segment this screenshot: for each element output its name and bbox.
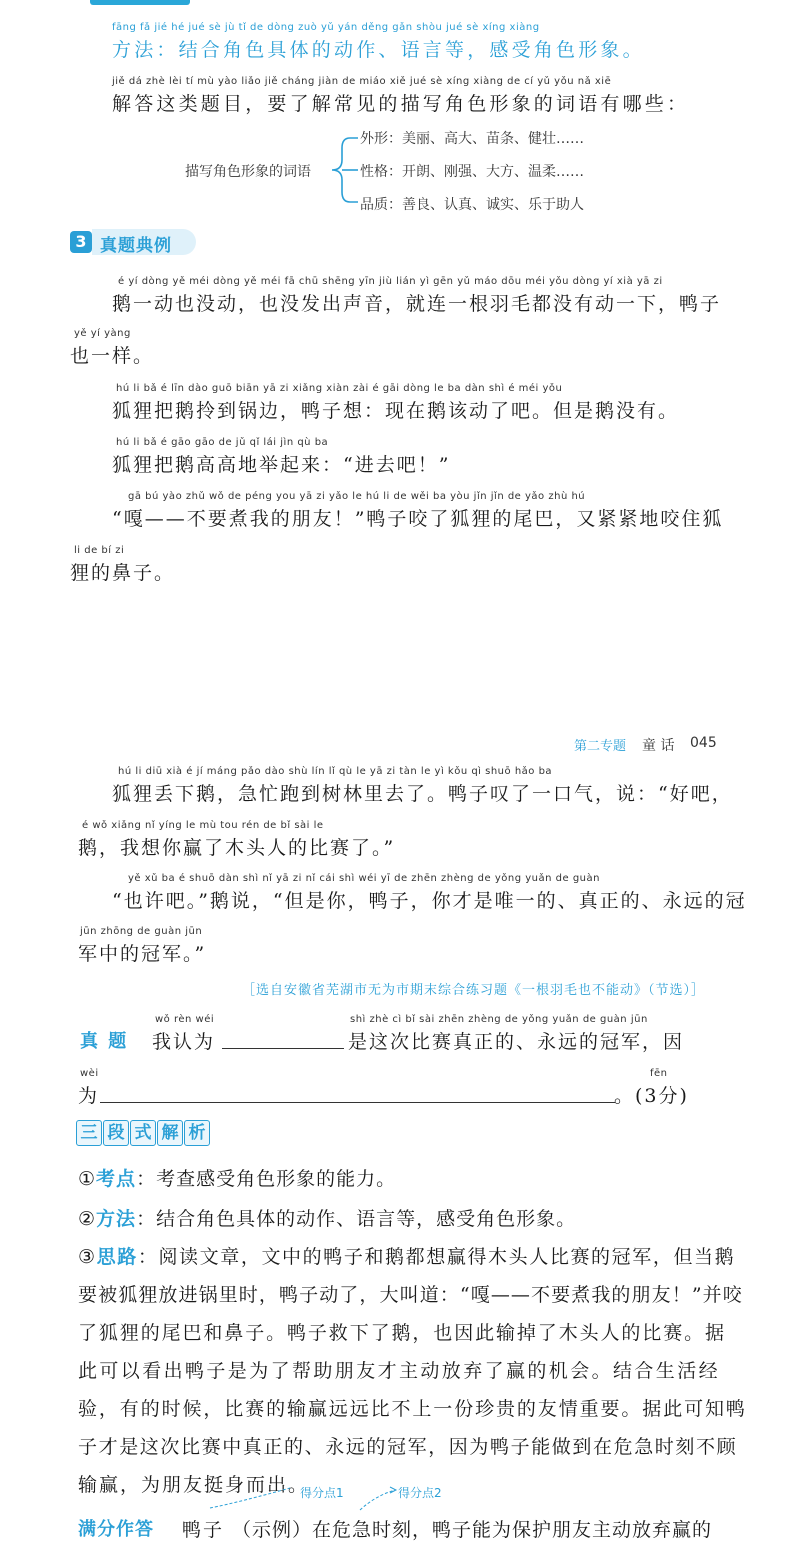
story1-line-5: “嘎——不要煮我的朋友！”鸭子咬了狐狸的尾巴，又紧紧地咬住狐: [112, 508, 724, 530]
full-answer-label: 满分作答: [78, 1519, 154, 1540]
question-pinyin-4: fēn: [650, 1068, 668, 1079]
point3-number: ③: [78, 1246, 97, 1268]
question-part-3: 为: [78, 1085, 100, 1107]
point2-number: ②: [78, 1208, 97, 1230]
question-part-1: 我认为: [152, 1031, 216, 1053]
score-point-1: 得分点1: [300, 1486, 344, 1500]
point2-label: 方法: [96, 1208, 137, 1230]
story1-pinyin-5: gā bú yào zhǔ wǒ de péng you yā zi yǎo le hú li de wěi ba yòu jǐn jǐn de yǎo zhù hú: [128, 491, 586, 502]
question-label: 真 题: [80, 1031, 129, 1052]
answer-blank-1[interactable]: [222, 1048, 344, 1049]
answer-text: 解答这类题目，要了解常见的描写角色形象的词语有哪些：: [112, 93, 690, 115]
story1-line-1: 鹅一动也没动，也没发出声音，就连一根羽毛都没有动一下，鸭子: [112, 293, 722, 315]
analysis-point-2: [78, 1204, 576, 1231]
story2-line-4: 军中的冠军。”: [78, 943, 207, 965]
analysis-point-1: [78, 1164, 396, 1191]
story2-line-3: “也许吧。”鹅说，“但是你，鸭子，你才是唯一的、真正的、永远的冠: [112, 890, 747, 912]
story1-line-6: 狸的鼻子。: [70, 562, 176, 584]
question-pinyin-1: wǒ rèn wéi: [155, 1014, 215, 1025]
top-accent-bar: [90, 0, 190, 5]
story1-pinyin-1: é yí dòng yě méi dòng yě méi fā chū shēng yīn jiù lián yì gēn yǔ máo dōu méi yǒu dòng yí xià yā zi: [118, 276, 663, 287]
analysis-point-3-line-4: 此可以看出鸭子是为了帮助朋友才主动放弃了赢的机会。结合生活经: [78, 1360, 721, 1382]
analysis-point-3-line-7: 输赢，为朋友挺身而出。: [78, 1474, 310, 1496]
question-pinyin-3: wèi: [80, 1068, 99, 1079]
full-answer-2: （示例）在危急时刻，鸭子能为保护朋友主动放弃赢的: [232, 1519, 713, 1541]
point1-text: ：考查感受角色形象的能力。: [136, 1168, 397, 1190]
page-number: 045: [690, 735, 717, 751]
analysis-title-char-4: 解: [157, 1120, 183, 1146]
analysis-point-3-line-6: 子才是这次比赛中真正的、永远的冠军，因为鸭子能做到在危急时刻不顾: [78, 1436, 738, 1458]
analysis-title-char-1: 三: [76, 1120, 102, 1146]
source-note: ［选自安徽省芜湖市无为市期末综合练习题《一根羽毛也不能动》（节选）］: [242, 983, 706, 998]
answer-pinyin: jiě dá zhè lèi tí mù yào liǎo jiě cháng jiàn de miáo xiě jué sè xíng xiàng de cí yǔ yǒu nǎ xiē: [112, 76, 612, 87]
story1-line-3: 狐狸把鹅拎到锅边，鸭子想：现在鹅该动了吧。但是鹅没有。: [112, 400, 680, 422]
section-title: 真题典例: [100, 236, 172, 256]
answer-blank-2[interactable]: [100, 1102, 615, 1103]
point1-number: ①: [78, 1168, 97, 1190]
story1-pinyin-3: hú li bǎ é līn dào guō biān yā zi xiǎng xiàn zài é gāi dòng le ba dàn shì é méi yǒu: [116, 383, 563, 394]
analysis-point-3-line-3: 了狐狸的尾巴和鼻子。鸭子救下了鹅，也因此输掉了木头人的比赛。据: [78, 1322, 726, 1344]
story1-line-2: 也一样。: [70, 345, 155, 367]
diagram-branch-character: 品质：善良、认真、诚实、乐于助人: [360, 197, 584, 213]
question-part-4: 。(3分): [614, 1085, 689, 1107]
diagram-branch-personality: 性格：开朗、刚强、大方、温柔……: [360, 164, 584, 180]
story1-pinyin-6: li de bí zi: [74, 545, 125, 556]
diagram-root: 描写角色形象的词语: [185, 164, 311, 180]
story2-pinyin-2: é wǒ xiǎng nǐ yíng le mù tou rén de bǐ sài le: [82, 820, 324, 831]
analysis-title-char-2: 段: [103, 1120, 129, 1146]
method-pinyin: fāng fǎ jié hé jué sè jù tǐ de dòng zuò yǔ yán děng gǎn shòu jué sè xíng xiàng: [112, 22, 540, 33]
diagram-branch-appearance: 外形：美丽、高大、苗条、健壮……: [360, 131, 584, 147]
page-header-topic: 第二专题: [574, 739, 627, 754]
story2-pinyin-1: hú li diū xià é jí máng pǎo dào shù lín lǐ qù le yā zi tàn le yì kǒu qì shuō hǎo ba: [118, 766, 553, 777]
method-text: 方法：结合角色具体的动作、语言等，感受角色形象。: [112, 39, 645, 61]
analysis-title: [76, 1120, 211, 1146]
point3-label: 思路: [96, 1246, 138, 1268]
question-part-2: 是这次比赛真正的、永远的冠军，因: [348, 1031, 685, 1053]
page-header-title: 童 话: [642, 738, 675, 754]
story2-pinyin-3: yě xǔ ba é shuō dàn shì nǐ yā zi nǐ cái shì wéi yī de zhēn zhèng de yǒng yuǎn de guàn: [128, 873, 600, 884]
question-pinyin-2: shì zhè cì bǐ sài zhēn zhèng de yǒng yuǎn de guàn jūn: [350, 1014, 648, 1025]
point1-label: 考点: [96, 1168, 137, 1190]
point2-text: ：结合角色具体的动作、语言等，感受角色形象。: [136, 1208, 577, 1230]
point3-text-1: ：阅读文章，文中的鸭子和鹅都想赢得木头人比赛的冠军，但当鹅: [137, 1246, 736, 1268]
score-point-2: 得分点2: [398, 1486, 442, 1500]
story2-line-1: 狐狸丢下鹅，急忙跑到树林里去了。鸭子叹了一口气，说：“好吧，: [112, 783, 733, 805]
story1-pinyin-2: yě yí yàng: [74, 328, 131, 339]
analysis-point-3-line-1: [78, 1242, 735, 1269]
analysis-point-3-line-2: 要被狐狸放进锅里时，鸭子动了，大叫道：“嘎——不要煮我的朋友！”并咬: [78, 1284, 743, 1306]
story1-pinyin-4: hú li bǎ é gāo gāo de jǔ qǐ lái jìn qù ba: [116, 437, 329, 448]
story2-line-2: 鹅，我想你赢了木头人的比赛了。”: [78, 837, 396, 859]
story2-pinyin-4: jūn zhōng de guàn jūn: [80, 926, 203, 937]
story1-line-4: 狐狸把鹅高高地举起来：“进去吧！”: [112, 454, 451, 476]
analysis-title-char-3: 式: [130, 1120, 156, 1146]
full-answer-1: 鸭子: [182, 1519, 225, 1541]
analysis-title-char-5: 析: [184, 1120, 210, 1146]
analysis-point-3-line-5: 验，有的时候，比赛的输赢远远比不上一份珍贵的友情重要。据此可知鸭: [78, 1398, 747, 1420]
section-number: 3: [70, 231, 92, 253]
